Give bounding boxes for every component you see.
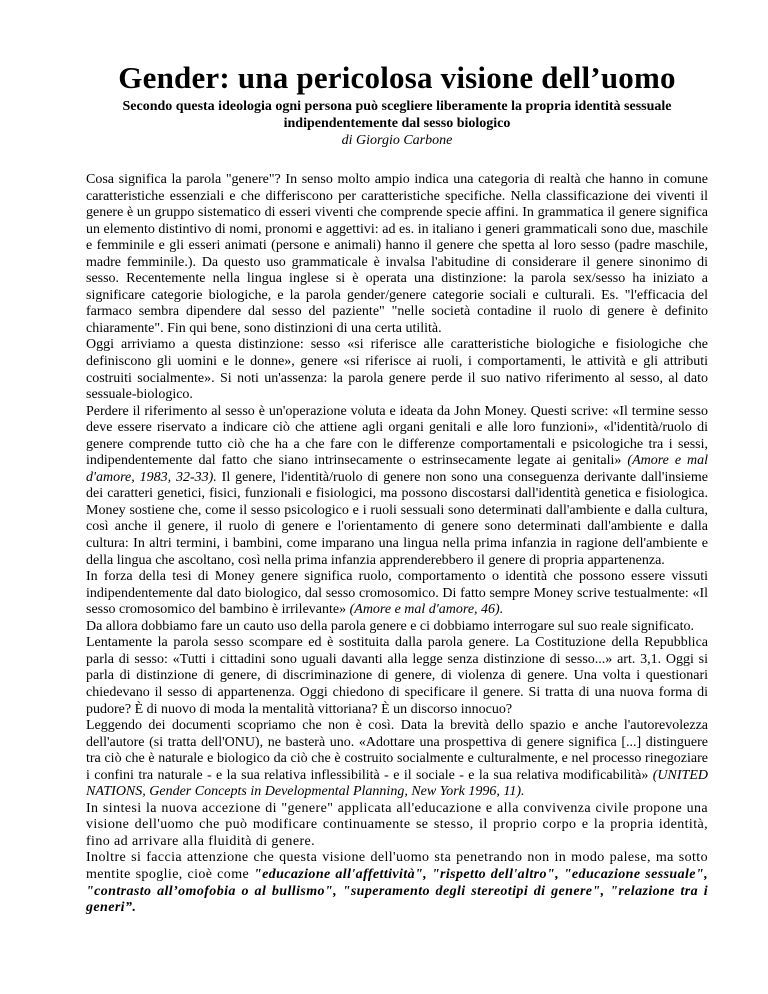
paragraph-8: In sintesi la nuova accezione di "genere" applicata all'educazione e alla convivenza civile propone una visione dell'uomo che può modificare continuamente se stesso, il proprio corpo e la propria identità, fino ad arrivare alla fluidità di genere. (86, 800, 708, 849)
article-body (86, 172, 708, 917)
paragraph-2: Oggi arriviamo a questa distinzione: sesso «si riferisce alle caratteristiche biologiche e fisiologiche che definiscono gli uomini e le donne», genere «si riferisce ai ruoli, i comportamenti, le attività e gli attributi costruiti socialmente». Si noti un'assenza: la parola genere perde il suo nativo riferimento al sesso, al dato sessuale-biologico. (86, 337, 708, 403)
paragraph-1: Cosa significa la parola "genere"? In senso molto ampio indica una categoria di realtà che hanno in comune caratteristiche essenziali e che differiscono per caratteristiche specifiche. Nella classificazione dei viventi il genere è un gruppo sistematico di esseri viventi che comprende specie affini. In grammatica il genere significa un elemento distintivo di nomi, pronomi e aggettivi: ad es. in italiano i generi grammaticali sono due, maschile e femminile e gli esseri animati (persone e animali) hanno il genere che spetta al loro sesso (padre maschile, madre femminile.). Da questo uso grammaticale è invalsa l'abitudine di considerare il genere sinonimo di sesso. Recentemente nella lingua inglese si è operata una distinzione: la parola sex/sesso ha iniziato a significare categorie biologiche, e la parola gender/genere categorie sociali e culturali. Es. "l'efficacia del farmaco sembra dipendere dal sesso del paziente" "nelle società contadine il ruolo di genere è definito chiaramente". Fin qui bene, sono distinzioni di una certa utilità. (86, 172, 708, 336)
paragraph-4-text: In forza della tesi di Money genere significa ruolo, comportamento o identità che possono essere vissuti indipendentemente dal dato biologico, dal sesso cromosomico. Di fatto sempre Money scrive testualmente: «Il sesso cromosomico del bambino è irrilevante» (86, 569, 708, 618)
citation-money-1: (Amore e mal d'amore, 1983, 32-33). (86, 453, 709, 485)
author-byline: di Giorgio Carbone (341, 133, 453, 148)
paragraph-3-continued: Il genere, l'identità/ruolo di genere non sono una conseguenza derivante dall'insieme dei caratteri genetici, fisici, funzionali e fisiologici, ma possono discostarsi dall'identità genetica e fisiologica. Money sostiene che, come il sesso psicologico e i ruoli sessuali sono determinati dall'ambiente e dalla cultura, così anche il genere, il ruolo di genere e l'orientamento di genere sono determinati dall'ambiente e dalla cultura: In altri termini, i bambini, come imparano una lingua nella prima infanzia in ragione dell'ambiente e della lingua che ascoltano, così nella prima infanzia apprenderebbero il genere di propria appartenenza. (86, 469, 709, 568)
paragraph-3-text: Perdere il riferimento al sesso è un'operazione voluta e ideata da John Money. Questi scrive: «Il termine sesso deve essere riservato a indicare ciò che attiene agli organi genitali e alle loro funzioni», «l'identità/ruolo di genere comprende tutto ciò che ha a che fare con le differenze comportamentali e psicologiche tra i sessi, indipendentemente dal fatto che siano intrinsecamente o estrinsecamente legate ai genitali» (86, 403, 708, 469)
document-subtitle: Secondo questa ideologia ogni persona può scegliere liberamente la propria identità sessuale indipendentemente dal sesso biologico (122, 99, 672, 131)
paragraph-6: Lentamente la parola sesso scompare ed è sostituita dalla parola genere. La Costituzione della Repubblica parla di sesso: «Tutti i cittadini sono uguali davanti alla legge senza distinzione di sesso...» art. 3,1. Oggi si parla di distinzione di genere, di discriminazione di genere, di violenza di genere. Una volta i questionari chiedevano il sesso di appartenenza. Oggi chiedono di specificare il genere. Si tratta di una nuova forma di pudore? È di nuovo di moda la mentalità vittoriana? È un discorso innocuo? (86, 635, 708, 717)
paragraph-7 (86, 718, 708, 801)
paragraph-7-text: Leggendo dei documenti scopriamo che non è così. Data la brevità dello spazio e anche l'autorevolezza dell'autore (si tratta dell'ONU), ne basterà uno. «Adottare una prospettiva di genere significa [...] distinguere tra ciò che è naturale e biologico da ciò che è costruito socialmente e culturalmente, e nel processo rinegoziare i confini tra naturale - e la sua relativa inflessibilità - e il sociale - e la sua relativa modificabilità» (86, 718, 708, 783)
paragraph-5: Da allora dobbiamo fare un cauto uso della parola genere e ci dobbiamo interrogare sul suo reale significato. (86, 618, 694, 634)
paragraph-3 (86, 404, 708, 569)
highlighted-phrases: "educazione all'affettività", "rispetto dell'altro", "educazione sessuale", "contrasto all’omofobia o al bullismo", "superamento degli stereotipi di genere", "relazione tra i generi”. (86, 866, 708, 916)
citation-un: (UNITED NATIONS, Gender Concepts in Developmental Planning, New York 1996, 11). (86, 767, 708, 800)
citation-money-2: (Amore e mal d'amore, 46). (349, 602, 504, 618)
paragraph-4 (86, 569, 708, 619)
paragraph-9 (86, 850, 708, 916)
document-title: Gender: una pericolosa visione dell’uomo (118, 60, 676, 95)
paragraph-9-text: Inoltre si faccia attenzione che questa visione dell'uomo sta penetrando non in modo palese, ma sotto mentite spoglie, cioè come (86, 850, 708, 882)
